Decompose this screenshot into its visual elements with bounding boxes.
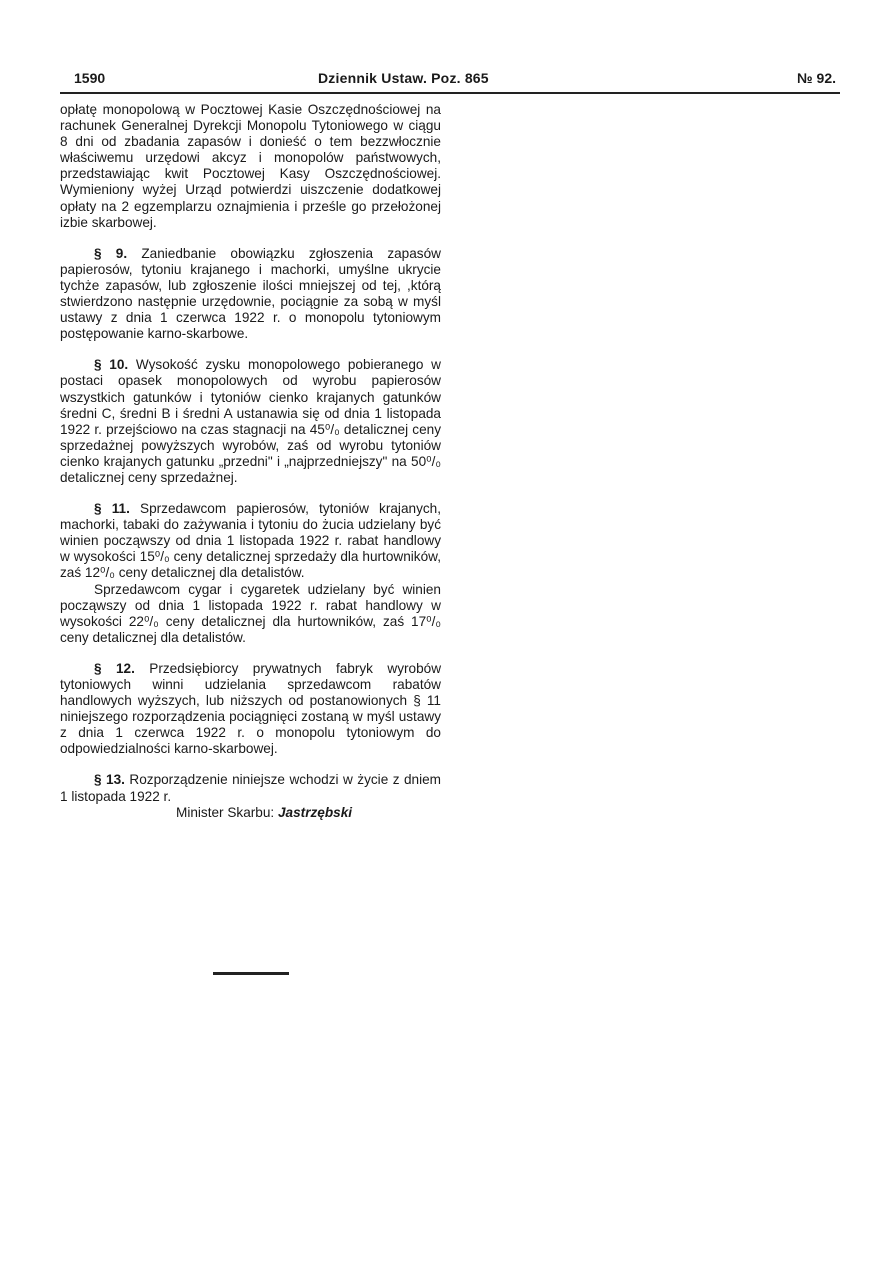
section-10 <box>60 357 441 486</box>
page-number: 1590 <box>74 70 106 86</box>
section-11-text: Sprzedawcom papierosów, tytoniów krajanych, machorki, tabaki do zażywania i tytoniu do żucia udzielany być winien począwszy od dnia 1 listopada 1922 r. rabat handlowy w wysokości 15⁰/₀ ceny detalicznej sprzedaży dla hurtowników, zaś 12⁰/₀ ceny detalicznej dla detalistów. <box>60 501 441 581</box>
signature-line <box>60 805 441 821</box>
section-13-text: Rozporządzenie niniejsze wchodzi w życie z dniem 1 listopada 1922 r. <box>60 772 442 804</box>
section-11 <box>60 501 441 581</box>
section-12-number: § 12. <box>94 660 135 676</box>
signature-label: Minister Skarbu: <box>176 804 275 820</box>
section-13-number: § 13. <box>94 772 125 788</box>
section-12 <box>60 661 441 758</box>
section-13 <box>60 772 441 804</box>
section-9 <box>60 246 441 343</box>
section-9-number: § 9. <box>94 245 128 261</box>
page-header <box>60 68 840 90</box>
section-11-number: § 11. <box>94 501 130 517</box>
text-column <box>60 102 441 821</box>
section-9-text: Zaniedbanie obowiązku zgłoszenia zapasów papierosów, tytoniu krajanego i machorki, umyślne ukrycie tychże zapasów, lub zgłoszenie ilości mniejszej od tej, ,którą stwierdzono następnie urzędownie, pociągnie za sobą w myśl ustawy z dnia 1 czerwca 1922 r. o monopolu tytoniowym postępowanie karno-skarbowe. <box>60 245 441 342</box>
paragraph-continuation: opłatę monopolową w Pocztowej Kasie Oszczędnościowej na rachunek Generalnej Dyrekcji Monopolu Tytoniowego w ciągu 8 dni od zbadania zapasów i donieść o tem bezzwłocznie właściwemu urzędowi akcyz i monopolów państwowych, przedstawiając kwit Pocztowej Kasy Oszczędnościowej. Wymieniony wyżej Urząd potwierdzi uiszczenie dodatkowej opłaty na 2 egzemplarzu oznajmienia i prześle go przełożonej izbie skarbowej. <box>60 102 441 230</box>
issue-number: № 92. <box>797 70 836 86</box>
header-rule <box>60 92 840 94</box>
journal-title: Dziennik Ustaw. Poz. 865 <box>318 70 489 86</box>
signature-name: Jastrzębski <box>278 804 353 820</box>
section-11-paragraph-2: Sprzedawcom cygar i cygaretek udzielany być winien począwszy od dnia 1 listopada 1922 r. rabat handlowy w wysokości 22⁰/₀ ceny detalicznej dla hurtowników, zaś 17⁰/₀ ceny detalicznej dla detalistów. <box>60 581 441 645</box>
end-rule <box>213 972 289 975</box>
section-10-number: § 10. <box>94 357 129 373</box>
section-10-text: Wysokość zysku monopolowego pobieranego w postaci opasek monopolowych od wyrobu papierosów wszystkich gatunków i tytoniów cienko krajanych gatunków średni C, średni B i średni A ustanawia się od dnia 1 listopada 1922 r. przejściowo na czas stagnacji na 45⁰/₀ detalicznej ceny sprzedażnej powyższych wyrobów, zaś od wyrobu tytoniów cienko krajanych gatunku „przedni" i „najprzedniejszy" na 50⁰/₀ detalicznej ceny sprzedażnej. <box>60 357 442 485</box>
section-12-text: Przedsiębiorcy prywatnych fabryk wyrobów tytoniowych winni udzielania sprzedawcom rabatów handlowych wyższych, lub niższych od postanowionych § 11 niniejszego rozporządzenia pociągnięci zostaną w myśl ustawy z dnia 1 czerwca 1922 r. o monopolu tytoniowym do odpowiedzialności karno-skarbowej. <box>60 660 442 757</box>
